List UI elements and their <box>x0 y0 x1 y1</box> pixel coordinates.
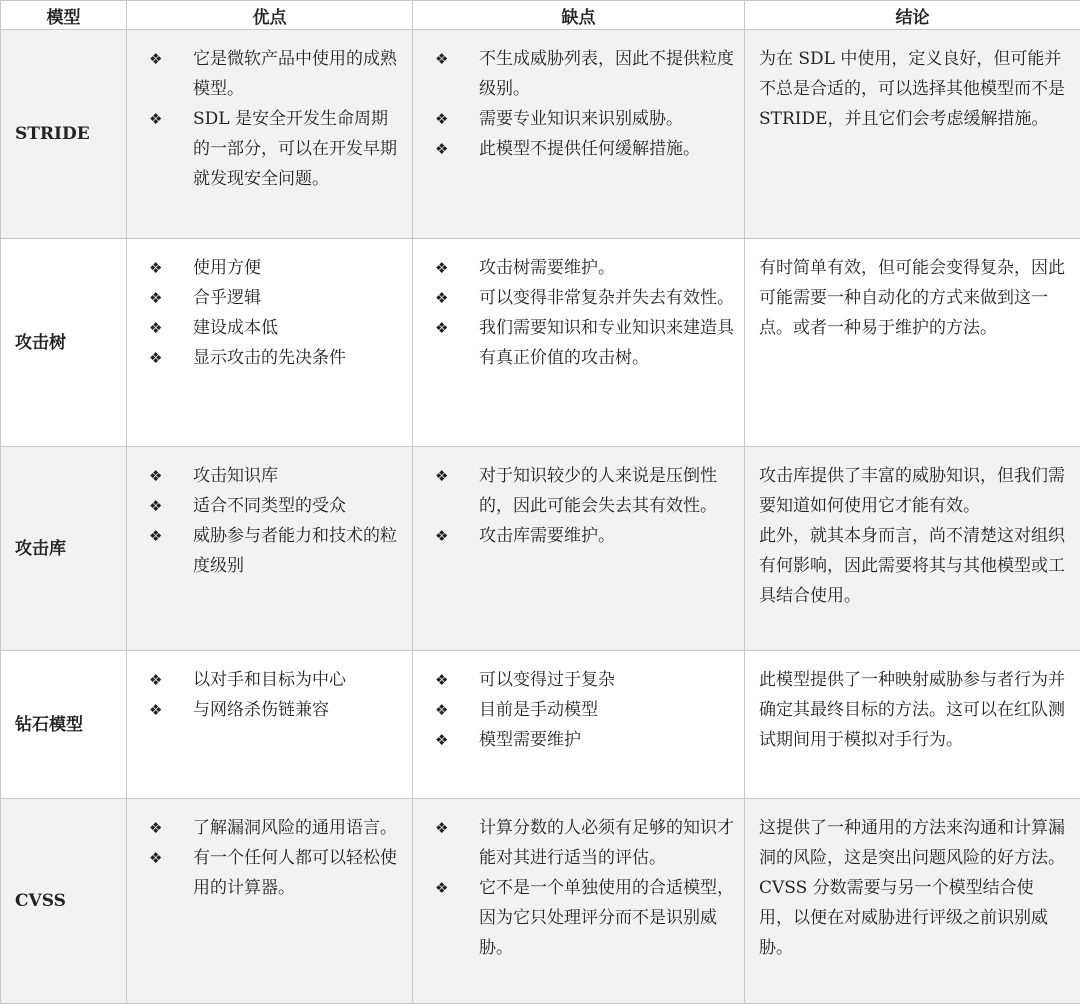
cons-item: ❖ 它不是一个单独使用的合适模型，因为它只处理评分而不是识别威胁。 <box>435 873 734 963</box>
cons-cell <box>413 447 745 651</box>
cons-item: ❖ 攻击库需要维护。 <box>435 521 734 551</box>
bullet-icon: ❖ <box>149 110 163 128</box>
cons-item: ❖ 此模型不提供任何缓解措施。 <box>435 134 734 164</box>
pros-item: ❖ 使用方便 <box>149 253 402 283</box>
conclusion-cell <box>745 651 1080 799</box>
cons-item: ❖ 我们需要知识和专业知识来建造具有真正价值的攻击树。 <box>435 313 734 373</box>
model-name: 攻击库 <box>1 447 127 651</box>
pros-item: ❖ 威胁参与者能力和技术的粒度级别 <box>149 521 402 581</box>
cons-cell <box>413 239 745 447</box>
pros-item: ❖ 建设成本低 <box>149 313 402 343</box>
bullet-icon: ❖ <box>149 527 163 545</box>
bullet-icon: ❖ <box>435 110 449 128</box>
cons-cell <box>413 30 745 239</box>
bullet-icon: ❖ <box>149 319 163 337</box>
bullet-icon: ❖ <box>435 467 449 485</box>
model-name: 攻击树 <box>1 239 127 447</box>
bullet-icon: ❖ <box>435 879 449 897</box>
bullet-icon: ❖ <box>149 849 163 867</box>
bullet-icon: ❖ <box>435 819 449 837</box>
bullet-icon: ❖ <box>149 467 163 485</box>
pros-cell <box>127 651 413 799</box>
header-pros: 优点 <box>127 1 413 30</box>
bullet-icon: ❖ <box>149 50 163 68</box>
header-row <box>1 1 1080 30</box>
bullet-icon: ❖ <box>435 527 449 545</box>
table-row-diamond-model <box>1 651 1080 799</box>
cons-item: ❖ 对于知识较少的人来说是压倒性的，因此可能会失去其有效性。 <box>435 461 734 521</box>
bullet-icon: ❖ <box>149 259 163 277</box>
pros-item: ❖ 攻击知识库 <box>149 461 402 491</box>
cons-cell <box>413 799 745 1004</box>
conclusion-text: 攻击库提供了丰富的威胁知识，但我们需要知道如何使用它才能有效。 <box>759 466 1065 516</box>
bullet-icon: ❖ <box>149 819 163 837</box>
conclusion-cell <box>745 30 1080 239</box>
bullet-icon: ❖ <box>149 497 163 515</box>
conclusion-cell <box>745 239 1080 447</box>
conclusion-text: 此外，就其本身而言，尚不清楚这对组织有何影响，因此需要将其与其他模型或工具结合使用。 <box>759 526 1065 606</box>
bullet-icon: ❖ <box>435 289 449 307</box>
pros-item: ❖ 以对手和目标为中心 <box>149 665 402 695</box>
conclusion-text: 有时简单有效，但可能会变得复杂，因此可能需要一种自动化的方式来做到这一点。或者一种易于维护的方法。 <box>759 258 1065 338</box>
bullet-icon: ❖ <box>149 349 163 367</box>
table-row-stride <box>1 30 1080 239</box>
cons-item: ❖ 需要专业知识来识别威胁。 <box>435 104 734 134</box>
bullet-icon: ❖ <box>435 140 449 158</box>
header-conclusion: 结论 <box>745 1 1080 30</box>
cons-item: ❖ 目前是手动模型 <box>435 695 734 725</box>
conclusion-cell <box>745 447 1080 651</box>
pros-item: ❖ 它是微软产品中使用的成熟模型。 <box>149 44 402 104</box>
bullet-icon: ❖ <box>149 671 163 689</box>
cons-item: ❖ 计算分数的人必须有足够的知识才能对其进行适当的评估。 <box>435 813 734 873</box>
bullet-icon: ❖ <box>149 701 163 719</box>
header-cons: 缺点 <box>413 1 745 30</box>
conclusion-text: 为在 SDL 中使用，定义良好，但可能并不总是合适的，可以选择其他模型而不是 STRIDE，并且它们会考虑缓解措施。 <box>759 49 1065 129</box>
pros-cell <box>127 30 413 239</box>
pros-item: ❖ 有一个任何人都可以轻松使用的计算器。 <box>149 843 402 903</box>
bullet-icon: ❖ <box>435 731 449 749</box>
bullet-icon: ❖ <box>149 289 163 307</box>
table-row-attack-library <box>1 447 1080 651</box>
conclusion-cell <box>745 799 1080 1004</box>
pros-item: ❖ 与网络杀伤链兼容 <box>149 695 402 725</box>
pros-cell <box>127 239 413 447</box>
table-row-cvss <box>1 799 1080 1004</box>
model-name: 钻石模型 <box>1 651 127 799</box>
conclusion-text: 这提供了一种通用的方法来沟通和计算漏洞的风险，这是突出问题风险的好方法。CVSS 分数需要与另一个模型结合使用，以便在对威胁进行评级之前识别威胁。 <box>759 818 1065 958</box>
pros-cell <box>127 799 413 1004</box>
conclusion-text: 此模型提供了一种映射威胁参与者行为并确定其最终目标的方法。这可以在红队测试期间用于模拟对手行为。 <box>759 670 1065 750</box>
pros-item: ❖ 了解漏洞风险的通用语言。 <box>149 813 402 843</box>
cons-item: ❖ 攻击树需要维护。 <box>435 253 734 283</box>
cons-item: ❖ 不生成威胁列表，因此不提供粒度级别。 <box>435 44 734 104</box>
bullet-icon: ❖ <box>435 701 449 719</box>
cons-item: ❖ 模型需要维护 <box>435 725 734 755</box>
pros-cell <box>127 447 413 651</box>
pros-item: ❖ 合乎逻辑 <box>149 283 402 313</box>
pros-item: ❖ 适合不同类型的受众 <box>149 491 402 521</box>
bullet-icon: ❖ <box>435 319 449 337</box>
bullet-icon: ❖ <box>435 259 449 277</box>
bullet-icon: ❖ <box>435 50 449 68</box>
model-name: STRIDE <box>1 30 127 239</box>
bullet-icon: ❖ <box>435 671 449 689</box>
table-row-attack-tree <box>1 239 1080 447</box>
pros-item: ❖ SDL 是安全开发生命周期的一部分，可以在开发早期就发现安全问题。 <box>149 104 402 194</box>
model-name: CVSS <box>1 799 127 1004</box>
header-model: 模型 <box>1 1 127 30</box>
cons-cell <box>413 651 745 799</box>
cons-item: ❖ 可以变得非常复杂并失去有效性。 <box>435 283 734 313</box>
pros-item: ❖ 显示攻击的先决条件 <box>149 343 402 373</box>
cons-item: ❖ 可以变得过于复杂 <box>435 665 734 695</box>
